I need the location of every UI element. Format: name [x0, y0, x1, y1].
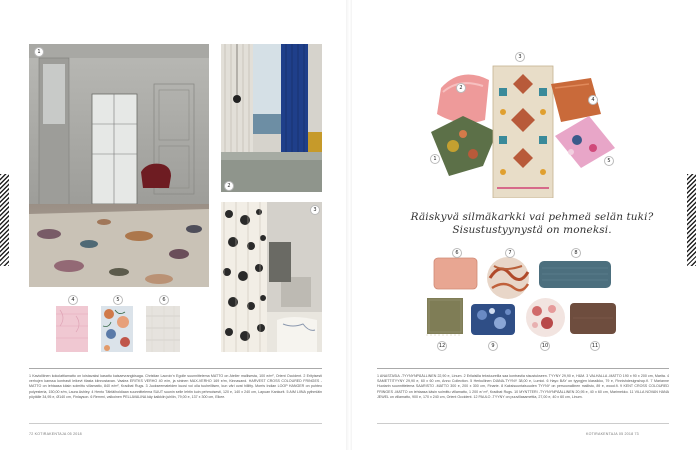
product-number-badge: 5: [604, 156, 614, 166]
pillow-number-badge: 7: [505, 248, 515, 258]
swatch-number-badge: 6: [159, 295, 169, 305]
page-gutter: [346, 0, 352, 450]
round-rug-shape: [486, 256, 530, 300]
swatch-pink-towel: [56, 306, 88, 352]
curtain-illustration: [221, 44, 322, 192]
pillow-floral-round: [525, 297, 566, 338]
footer-rule: [377, 423, 669, 424]
left-folio: 72 KOTIRAKENTAJA 05 2018: [29, 432, 82, 436]
photo-number-badge: 3: [310, 205, 320, 215]
peach-pillow-shape: [433, 257, 478, 290]
hatch-edge-decoration: [0, 174, 9, 266]
pillow-blue-print: [470, 303, 516, 336]
teal-pillow-shape: [538, 260, 612, 289]
pillow-number-badge: 8: [571, 248, 581, 258]
swatch-floral-fabric: [101, 306, 133, 352]
pillow-teal-long: [538, 260, 612, 289]
rug-olive-fringe: [425, 296, 465, 336]
photo-interior-room: [29, 44, 209, 287]
product-collage: [425, 48, 617, 198]
footer-rule: [29, 423, 322, 424]
pillow-round-floral: [486, 256, 530, 300]
product-number-badge: 4: [588, 95, 598, 105]
right-folio: KOTIRAKENTAJA 05 2018 73: [586, 432, 639, 436]
product-number-badge: 2: [456, 83, 466, 93]
caption-rule: [29, 368, 322, 369]
pillows-rug-illustration: [425, 48, 617, 198]
pillow-number-badge: 6: [452, 248, 462, 258]
pillow-brown: [569, 302, 617, 335]
pillow-peach: [433, 257, 478, 290]
bedroom-illustration: [221, 202, 322, 352]
photo-number-badge: 2: [224, 181, 234, 191]
linen-fabric: [146, 306, 180, 352]
swatch-number-badge: 5: [113, 295, 123, 305]
heading-line-1: Räiskyvä silmäkarkki vai pehmeä selän tuki?: [410, 211, 654, 223]
room-illustration: [29, 44, 209, 287]
swatch-linen-cloth: [146, 306, 180, 352]
pillow-number-badge: 12: [438, 343, 446, 349]
product-number-badge: 1: [430, 154, 440, 164]
swatch-number-badge: 4: [68, 295, 78, 305]
hatch-edge-decoration: [687, 174, 696, 266]
heading-line-2: Sisustustyynystä on moneksi.: [452, 224, 612, 236]
olive-rug-shape: [425, 296, 465, 336]
photo-number-badge: 1: [34, 47, 44, 57]
pink-fabric: [56, 306, 88, 352]
floral-fabric: [101, 306, 133, 352]
brown-pillow-shape: [569, 302, 617, 335]
floral-pillow-shape: [525, 297, 566, 338]
pillow-number-badge: 11: [591, 343, 599, 349]
page-heading: [382, 211, 682, 237]
blue-pillow-shape: [470, 303, 516, 336]
pillow-number-badge: 10: [541, 343, 549, 349]
photo-curtains-sea: [221, 44, 322, 192]
caption-rule: [377, 368, 669, 369]
pillow-number-badge: 9: [488, 341, 498, 351]
right-caption: 1 ANASTASIA -TYYNYNPÄÄLLINEN 22,90 e, Linum. 2 Erilaisilla tekstuureilla saa kontrastia sisustukseen. TYYNY 29,90 e, H&M. 3 VALHALLA -MATTO 190 x 90 x 200 cm, Marita. 4 SAMETTITYYNY 29,90 e, 60 x 60 cm, Anno Collection. 5 Herkullinen DIANA-TYYNY 38,00 e, Lumiol. 6 Hayo BAY on tyyngjen klassikko, 79 e, Finnishdesignshop.fi. 7 Marianne Huotarin suunnittelema SAARISTO -MATTO 300 e, 200 x 300 cm, Finarte. 8 Kaksisuuntaisuuden TYYNY on persoonallinen mallisto, 89 e, wood.fi. 9 KENT CROSS COLOURED FRINGES -MATTO on lehtaasa käsin solmittu villamatto, 1 200 e/ m², Kradbat Rugs. 10 MYNTTERI -TYYNYNPÄÄLLINEN 20,95 e, 40 x 60 cm, Marimekko. 11 VILLA NOVAN HANA JEWEL on villamatto, 900 e, 170 x 240 cm, Orient Occident. 12 PAULO -TYYNY on puuvillasamettia, 27,00 e, 40 x 60 cm, Linum.: [377, 374, 669, 399]
photo-patterned-curtain: [221, 202, 322, 352]
product-number-badge: 3: [515, 52, 525, 62]
left-caption: 1 Kaviolliinen kokolattiamatto on loistavaksi kasattu kaisaevrangkisaga. Christian Lacroix'n Egolle suunnittelema MATTO on Atelier mallisesta, 100 e/m², Orient Occident. 2 Erityisesti verhojen kanssa kontrasti leikevt tilasta kiinnostavan. Vaalea ERITKS VERHO 40 e/m, ja sininen MAX-VERHO 169 e/m, Kinnasand. HARVEST CROSS COLOURED FRINGES -MATTO on lehtaasa käsin solmittu villamatto, 840 e/m², Kradbat Rugs. 3 Juokseemateiden kuosi voi olla tuuheillisen, kun väri ovat hillitty. Morris Indian LOOP HANGER on puhteo polyesteria, 150,00 e/m, Laura Ashley. 4 Hento Tähtäiholdiaan suunnittelema SUUT suunin selle lehtin kuin pehmoisesti, 120 e, 140 x 240 cm, Lapuan Kankurit. 5 AIM LIINA pyihmiäin pöytälle 34,95 e, Ø140 cm, Finlayson. 6 Remmi, valkoinen PELLAVALINA käy kaikkiin juhliin, 79,00 e, 137 x 300 cm, Elkee.: [29, 374, 322, 399]
